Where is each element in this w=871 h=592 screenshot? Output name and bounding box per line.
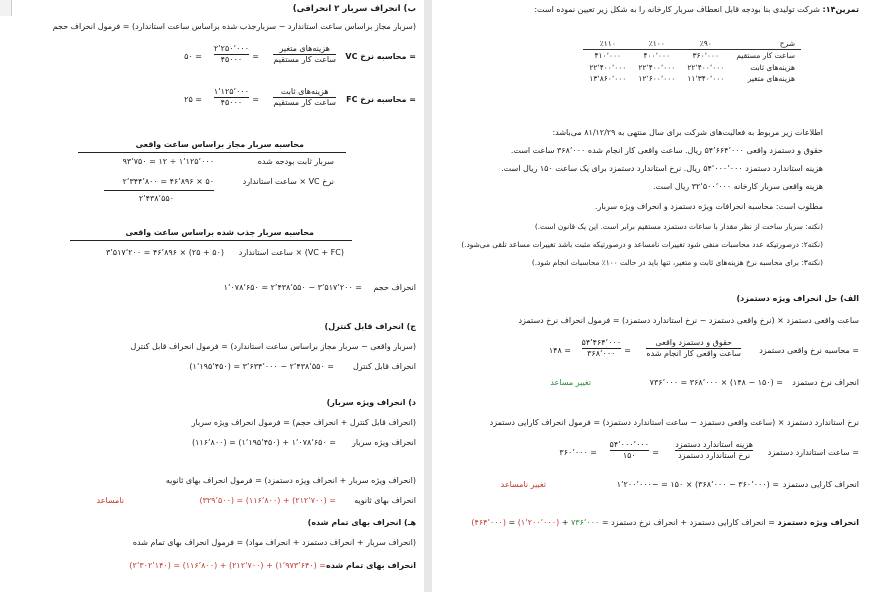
table-header: ٪۱۰۰ (632, 38, 681, 50)
section-a-title: الف) حل انحراف ویژه دستمزد) (736, 294, 859, 303)
vc-equals: = (252, 52, 259, 61)
secondary-cost-formula: (انحراف ویژه سربار + انحراف ویژه دستمزد) = فرمول انحراف بهای ثانویه (165, 476, 416, 485)
eff-equals: = (652, 448, 659, 457)
standard-hours-fraction-2 (610, 440, 649, 461)
vc-rate-label: = محاسبه نرخ VC (345, 52, 416, 61)
eff-result: = ۳۶۰٬۰۰۰ (559, 448, 597, 457)
page-gutter-mark (0, 0, 12, 16)
volume-variance-value: = ۳٬۵۱۷٬۲۰۰ − ۲٬۴۳۸٬۵۵۰ = ۱٬۰۷۸٬۶۵۰ (223, 283, 362, 292)
table-cell: ۲۲٬۴۰۰٬۰۰۰ (638, 62, 676, 72)
table-cell: ۴۰۰٬۰۰۰ (643, 51, 671, 61)
rate-variance-label: انحراف نرخ دستمزد (792, 378, 859, 387)
fc-denominator-value: ۴۵۰۰۰ (214, 97, 249, 108)
table-cell: ۲۲٬۴۰۰٬۰۰۰ (687, 62, 725, 72)
controllable-value: = ۲٬۴۳۸٬۵۵۰ − ۳٬۶۳۴٬۰۰۰ = (۱٬۱۹۵٬۴۵۰) (189, 362, 334, 371)
actual-rate-fraction-1 (646, 338, 741, 359)
vc-standard-value: ۵۰ × ۴۶٬۸۹۶ = ۲٬۳۴۴٬۸۰۰ (122, 177, 214, 186)
secondary-cost-label: انحراف بهای ثانویه (354, 496, 416, 505)
rate-equals: = (624, 346, 631, 355)
unfavorable-tag: تغییر نامساعد (500, 480, 546, 489)
fc-numerator-text: هزینه‌های ثابت (280, 87, 329, 96)
section-b-title: ب) انحراف سربار ۲ انحرافی) (292, 4, 416, 14)
rate-variance-value: = (۱۵۰ − ۱۴۸) × ۳۶۸٬۰۰۰ = ۷۳۶٬۰۰۰ (649, 378, 783, 387)
standard-hours-label: = ساعت استاندارد دستمزد (767, 448, 859, 457)
total-cost-expr: = (۱٬۹۷۳٬۶۴۰) + (۲۱۲٬۷۰۰) + (۱۱۶٬۸۰۰) = (170, 561, 326, 570)
exercise-14-text: شرکت تولیدی بنا بودجه قابل انعطاف سربار کارخانه را به شکل زیر تعیین نموده است: (534, 5, 820, 14)
vc-fraction-2 (214, 44, 249, 65)
controllable-formula: (سربار واقعی − سربار مجاز براساس ساعت استاندارد) = فرمول انحراف قابل کنترل (130, 342, 416, 351)
rate-numerator-value: ۵۴٬۴۶۴٬۰۰۰ (581, 338, 621, 347)
vc-denominator-text: ساعت کار مستقیم (273, 55, 336, 64)
volume-variance-formula: (سربار مجاز براساس ساعت استاندارد − سربارجذب شده براساس ساعت استاندارد) = فرمول انحراف حجم (52, 22, 416, 31)
rate-denominator-value: ۳۶۸٬۰۰۰ (582, 348, 621, 359)
vc-fraction-1 (273, 44, 336, 65)
favorable-tag: تغییر مساعد (550, 378, 591, 387)
vc-result: = ۵۰ (184, 52, 202, 61)
requirement-line: مطلوب است: محاسبه انحرافات ویژه دستمزد و انحراف ویژه سربار. (594, 202, 823, 211)
info-line: هزینه واقعی سربار کارخانه ۳۲٬۵۰۰٬۰۰۰ ریال است. (652, 182, 823, 191)
table-cell: ۱۱٬۳۴۰٬۰۰۰ (687, 74, 725, 84)
secondary-cost-result: (۳۲۹٬۵۰۰) (199, 496, 235, 505)
eff-numerator-value: ۵۴٬۰۰۰٬۰۰۰ (609, 440, 649, 449)
table-cell: هزینه‌های متغیر (747, 74, 795, 84)
secondary-cost-expr: = (۲۱۲٬۷۰۰) + (۱۱۶٬۸۰۰) = (234, 496, 336, 505)
absorbed-overhead-title: محاسبه سربار جذب شده براساس ساعت واقعی (125, 228, 314, 237)
section-d-title: د) انحراف ویژه سربار) (326, 398, 416, 407)
sum-line (104, 190, 214, 191)
note-line: (نکته۳: برای محاسبه نرخ هزینه‌های ثابت و متغیر، تنها باید در حالت ۱۰۰٪ محاسبات انجام شود.) (531, 258, 823, 267)
fc-fraction-2 (214, 87, 249, 108)
actual-rate-fraction-2 (582, 338, 621, 359)
table-header-row (583, 38, 801, 50)
flexible-budget-table (583, 38, 801, 85)
total-cost-label: انحراف بهای تمام شده (326, 561, 416, 570)
wage-variance-result: (۴۶۴٬۰۰۰) (471, 518, 506, 527)
vc-numerator-text: هزینه‌های متغیر (279, 44, 330, 53)
fc-rate-label: = محاسبه نرخ FC (346, 95, 416, 104)
rate-result: = ۱۴۸ (548, 346, 571, 355)
table-cell: ۲۲٬۴۰۰٬۰۰۰ (589, 62, 627, 72)
budgeted-fixed-label: سربار ثابت بودجه شده (257, 157, 334, 166)
divider (78, 152, 346, 153)
overhead-variance-value: = ۱٬۰۷۸٬۶۵۰ + (۱٬۱۹۵٬۴۵۰) = (۱۱۶٬۸۰۰) (192, 438, 336, 447)
table-cell: ۳۶۰٬۰۰۰ (692, 51, 720, 61)
absorbed-label: (VC + FC) × ساعت استاندارد (238, 248, 344, 257)
wage-variance-label: انحراف ویژه دستمزد (777, 518, 859, 527)
eff-denominator-value: ۱۵۰ (610, 450, 649, 461)
fc-fraction-1 (273, 87, 336, 108)
left-page (0, 0, 424, 592)
overhead-variance-label: انحراف ویژه سربار (352, 438, 416, 447)
table-cell: ۱۳٬۸۶۰٬۰۰۰ (589, 74, 627, 84)
vc-denominator-value: ۴۵۰۰۰ (214, 54, 249, 65)
note-line: (نکته: سربار ساخت از نظر مقدار با ساعات دستمزد مستقیم برابر است. این یک قانون است.) (534, 222, 823, 231)
exercise-14-heading (534, 5, 859, 15)
vc-numerator-value: ۲٬۲۵۰٬۰۰۰ (213, 44, 249, 53)
controllable-label: انحراف قابل کنترل (352, 362, 416, 371)
info-line: اطلاعات زیر مربوط به فعالیت‌های شرکت برای سال منتهی به ۸۱/۱۲/۲۹ می‌باشد: (552, 128, 823, 137)
total-cost-formula: (انحراف سربار + انحراف دستمزد + انحراف مواد) = فرمول انحراف بهای تمام شده (132, 538, 416, 547)
allowed-total: ۲٬۴۳۸٬۵۵۰ (138, 194, 174, 203)
section-c-title: ج) انحراف قابل کنترل) (324, 322, 416, 331)
total-cost-result: (۲٬۳۰۲٬۱۴۰) (129, 561, 171, 570)
total-cost-value (129, 561, 326, 571)
eff-denominator-text: نرخ استاندارد دستمزد (675, 450, 753, 461)
rate-variance-term: ۷۳۶٬۰۰۰ (571, 518, 600, 527)
table-header: ٪۱۱۰ (583, 38, 632, 50)
fc-denominator-text: ساعت کار مستقیم (273, 98, 336, 107)
table-cell: هزینه‌های ثابت (750, 62, 795, 72)
info-line: حقوق و دستمزد واقعی ۵۴٬۶۶۴٬۰۰۰ ریال. ساعت واقعی کار انجام شده ۳۶۸٬۰۰۰ ساعت است. (510, 146, 823, 155)
exercise-14-title: تمرین۱۴: (822, 5, 859, 14)
eff-numerator-text: هزینه استاندارد دستمزد (675, 440, 753, 449)
table-cell: ساعت کار مستقیم (736, 51, 795, 61)
table-row (583, 62, 801, 73)
wage-rate-formula: ساعت واقعی دستمزد × (نرخ واقعی دستمزد − نرخ استاندارد دستمزد) = فرمول انحراف نرخ دستمزد (518, 316, 859, 325)
table-row (583, 73, 801, 84)
table-cell: ۴۱۰٬۰۰۰ (594, 51, 622, 61)
standard-hours-fraction-1 (675, 440, 753, 461)
fc-numerator-value: ۱٬۱۲۵٬۰۰۰ (213, 87, 249, 96)
allowed-overhead-title: محاسبه سربار مجاز براساس ساعت واقعی (135, 140, 304, 149)
equals-sign: = (505, 518, 518, 527)
fc-equals: = (252, 95, 259, 104)
overhead-variance-formula: (انحراف قابل کنترل + انحراف حجم) = فرمول انحراف ویژه سربار (191, 418, 416, 427)
fc-result: = ۲۵ (184, 95, 202, 104)
info-line: هزینه استاندارد دستمزد ۵۴٬۰۰۰٬۰۰۰ ریال. نرخ استاندارد دستمزد برای یک ساعت ۱۵۰ ریال است. (501, 164, 823, 173)
plus-sign: + (559, 518, 571, 527)
section-e-title: هـ) انحراف بهای تمام شده) (307, 518, 416, 527)
rate-numerator-text: حقوق و دستمزد واقعی (655, 338, 732, 347)
table-header: ٪۹۰ (681, 38, 730, 50)
wage-variance-formula: = انحراف کارایی دستمزد + انحراف نرخ دستمزد = (599, 518, 778, 527)
efficiency-variance-label: انحراف کارایی دستمزد (782, 480, 859, 489)
table-cell: ۱۲٬۶۰۰٬۰۰۰ (638, 74, 676, 84)
table-row (583, 50, 801, 62)
absorbed-value: (۵۰ + ۲۵) × ۴۶٬۸۹۶ = ۳٬۵۱۷٬۲۰۰ (105, 248, 224, 257)
table-header: شرح (730, 38, 801, 50)
efficiency-variance-term: (۱٬۲۰۰٬۰۰۰) (517, 518, 560, 527)
divider (70, 240, 352, 241)
total-wage-variance (471, 518, 859, 528)
budgeted-fixed-value: ۱٬۱۲۵٬۰۰۰ ÷ ۱۲ = ۹۳٬۷۵۰ (122, 157, 214, 166)
vc-standard-label: نرخ VC × ساعت استاندارد (242, 177, 334, 186)
actual-rate-label: = محاسبه نرخ واقعی دستمزد (759, 346, 859, 355)
efficiency-variance-value: = (۳۶۰٬۰۰۰ − ۳۶۸٬۰۰۰) × ۱۵۰ = −۱٬۲۰۰٬۰۰۰ (616, 480, 779, 489)
note-line: (نکته۲: درصورتیکه عدد محاسبات منفی شود تغییرات نامساعد و درصورتیکه مثبت باشد تغییرات مساعد تلقی می‌شود.) (461, 240, 823, 249)
rate-denominator-text: ساعت واقعی کار انجام شده (646, 349, 741, 358)
unfavorable-tag: نامساعد (96, 496, 124, 505)
volume-variance-label: انحراف حجم (373, 283, 416, 292)
right-page (432, 0, 871, 592)
efficiency-formula: نرخ استاندارد دستمزد × (ساعت واقعی دستمزد − ساعت استاندارد دستمزد) = فرمول انحراف کارایی دستمزد (489, 418, 859, 427)
secondary-cost-value (199, 496, 336, 506)
